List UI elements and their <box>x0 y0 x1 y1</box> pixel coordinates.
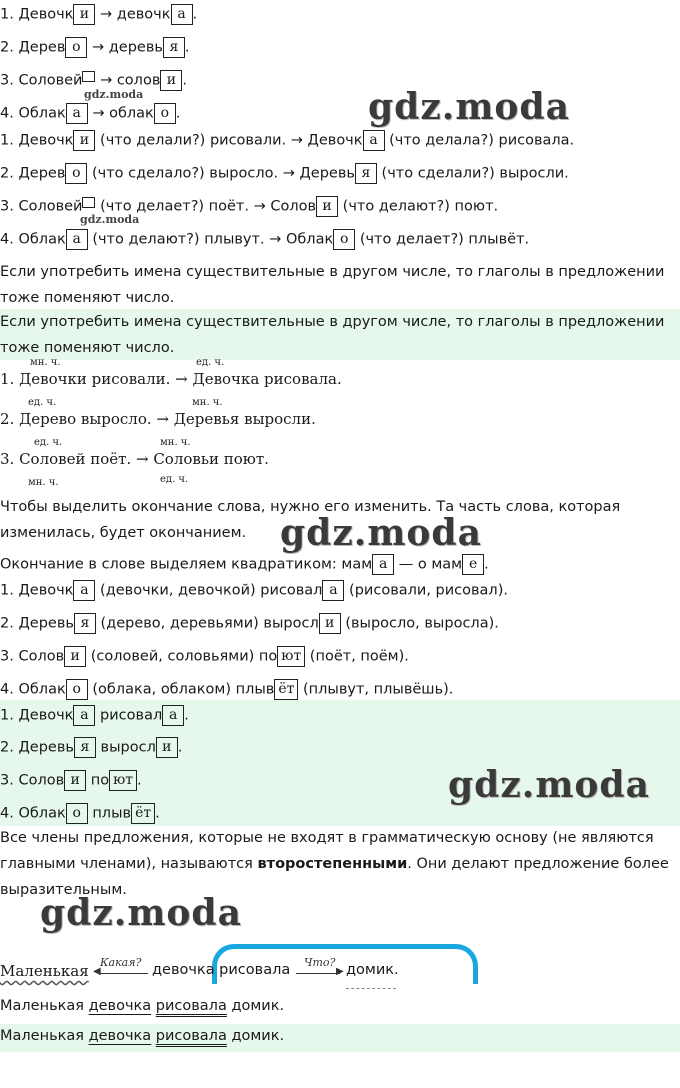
text: . <box>155 805 160 822</box>
text: . <box>484 556 489 573</box>
sentence-line <box>0 1028 284 1044</box>
text: 2. Дерево выросло. <box>0 410 152 428</box>
text: Маленькая <box>0 998 89 1014</box>
ending-box: а <box>363 130 385 151</box>
text: 1. Девочк <box>0 582 74 599</box>
text: (что делала?) рисовала. <box>384 132 575 149</box>
number-label: ед. ч. <box>28 397 57 408</box>
text: 3. Соловей <box>0 198 83 215</box>
text: 1. Девочки рисовали. <box>0 370 171 388</box>
text: (выросло, выросла). <box>340 615 499 632</box>
text: (поёт, поём). <box>305 648 409 665</box>
text: . <box>177 739 183 756</box>
text: . <box>184 707 189 724</box>
text: → облак <box>87 105 154 122</box>
text: → деревь <box>87 39 163 56</box>
ending-box: и <box>319 613 341 634</box>
text: (что сделало?) выросло. → Деревь <box>87 165 355 182</box>
number-label: мн. ч. <box>28 477 59 488</box>
watermark-large: gdz.moda <box>448 764 650 806</box>
subject-word: девочка <box>88 998 152 1014</box>
text: → Девочка рисовала. <box>170 370 342 388</box>
text: 4. Облак <box>0 105 66 122</box>
text: (облака, облаком) плыв <box>87 681 275 698</box>
question-label: Что? <box>304 956 336 969</box>
watermark-large: gdz.moda <box>280 512 482 554</box>
ending-box: я <box>355 163 377 184</box>
ending-box: о <box>65 163 87 184</box>
text: Все члены предложения, которые не входят в грамматическую основу (не являются главными членами), называются <box>0 830 654 872</box>
text: 4. Облак <box>0 805 66 822</box>
text: — о мам <box>394 556 463 573</box>
watermark-small: gdz.moda <box>84 88 144 101</box>
list-item <box>0 370 342 388</box>
text: (девочки, девочкой) рисовал <box>95 582 323 599</box>
sentence-text: девочка рисовала <box>152 962 291 978</box>
list-item <box>0 613 499 634</box>
text: . Они делают предложение более выразительным. <box>0 856 669 898</box>
list-item <box>0 4 197 25</box>
list-item <box>0 37 190 58</box>
question-label: Какая? <box>100 956 142 969</box>
sentence-diagram <box>0 962 89 980</box>
ending-box: о <box>66 679 88 700</box>
text: 2. Дерев <box>0 165 66 182</box>
ending-box: а <box>171 4 193 25</box>
list-item <box>0 737 182 758</box>
ending-box: а <box>66 229 88 250</box>
text: 1. Девочк <box>0 6 74 23</box>
predicate-word: рисовала <box>155 998 227 1014</box>
ending-box: а <box>322 580 344 601</box>
text: . <box>137 772 142 789</box>
text: домик. <box>226 1028 285 1044</box>
text: 3. Соловей <box>0 72 83 89</box>
ending-box: и <box>73 4 95 25</box>
ending-box: ёт <box>274 679 298 700</box>
list-item <box>0 450 269 468</box>
empty-ending-box <box>82 197 95 208</box>
text: рисовал <box>95 707 163 724</box>
ending-box: о <box>154 103 176 124</box>
attribute-word: Маленькая <box>0 962 89 980</box>
text: выросл <box>95 739 156 756</box>
text: 4. Облак <box>0 231 66 248</box>
list-item <box>0 130 574 151</box>
arrow-line <box>98 973 148 974</box>
arrow-left-icon: ◀ <box>93 966 101 977</box>
ending-box: я <box>163 37 185 58</box>
list-item <box>0 679 453 700</box>
list-item <box>0 229 529 250</box>
list-item <box>0 163 569 184</box>
arrow-right-icon: ▶ <box>336 966 344 977</box>
text: . <box>182 72 187 89</box>
rule-paragraph: Если употребить имена существительные в другом числе, то глаголы в предложении тоже поменяют число. <box>0 264 665 306</box>
number-label: ед. ч. <box>196 357 225 368</box>
text: 1. Девочк <box>0 132 74 149</box>
text: → девочк <box>95 6 171 23</box>
text: Окончание в слове выделяем квадратиком: мам <box>0 556 373 573</box>
list-item <box>0 646 409 667</box>
highlight-panel <box>0 309 680 360</box>
text: (дерево, деревьями) выросл <box>95 615 319 632</box>
ending-box: и <box>316 196 338 217</box>
number-label: мн. ч. <box>160 437 191 448</box>
watermark-small: gdz.moda <box>80 213 140 226</box>
ending-box: о <box>333 229 355 250</box>
text: . <box>184 39 190 56</box>
text: (что делают?) плывут. → Облак <box>87 231 334 248</box>
text: Маленькая <box>0 1028 89 1044</box>
text: 2. Дерев <box>0 39 66 56</box>
list-item <box>0 580 508 601</box>
text: (что делают?) поют. <box>338 198 499 215</box>
ending-box: а <box>73 580 95 601</box>
text: (рисовали, рисовал). <box>344 582 508 599</box>
text: → Деревья выросли. <box>151 410 316 428</box>
sentence-text: домик. <box>346 962 399 978</box>
object-underline <box>346 988 396 989</box>
subject-word: девочка <box>88 1028 152 1044</box>
ending-box: о <box>65 37 87 58</box>
text: → Соловьи поют. <box>131 450 269 468</box>
sentence-line <box>0 998 284 1014</box>
ending-box: а <box>73 705 95 726</box>
text: (что делали?) рисовали. → Девочк <box>95 132 363 149</box>
bold-term: второстепенными <box>257 856 408 872</box>
text: 2. Деревь <box>0 739 74 756</box>
list-item <box>0 103 180 124</box>
ending-box: и <box>160 70 182 91</box>
watermark-large: gdz.moda <box>40 892 242 934</box>
ending-box: ют <box>109 770 137 791</box>
text: 4. Облак <box>0 681 66 698</box>
number-label: мн. ч. <box>30 357 61 368</box>
text: 2. Деревь <box>0 615 74 632</box>
list-item <box>0 803 160 824</box>
ending-example <box>0 554 489 575</box>
ending-box: ёт <box>131 803 155 824</box>
text: . <box>175 105 181 122</box>
watermark-large: gdz.moda <box>368 86 570 128</box>
rule-paragraph: Если употребить имена существительные в другом числе, то глаголы в предложении тоже поменяют число. <box>0 314 665 356</box>
number-label: ед. ч. <box>34 437 63 448</box>
text: (что сделали?) выросли. <box>376 165 569 182</box>
ending-box: а <box>372 554 394 575</box>
ending-box: и <box>73 130 95 151</box>
text: (что делает?) поёт. → Солов <box>95 198 317 215</box>
text: 3. Солов <box>0 772 65 789</box>
text: 3. Солов <box>0 648 65 665</box>
text: домик. <box>226 998 285 1014</box>
ending-box: ют <box>277 646 305 667</box>
ending-box: а <box>66 103 88 124</box>
arrow-line <box>296 973 340 974</box>
ending-box: о <box>66 803 88 824</box>
text: (плывут, плывёшь). <box>298 681 454 698</box>
ending-box: и <box>64 646 86 667</box>
number-label: мн. ч. <box>192 397 223 408</box>
ending-box: я <box>74 613 96 634</box>
number-label: ед. ч. <box>160 474 189 485</box>
rule-paragraph: Чтобы выделить окончание слова, нужно его изменить. Та часть слова, которая изменилась, будет окончанием. <box>0 499 621 541</box>
list-item <box>0 770 142 791</box>
text: плыв <box>87 805 132 822</box>
text: → солов <box>95 72 161 89</box>
empty-ending-box <box>82 71 95 82</box>
text: по <box>86 772 110 789</box>
ending-box: я <box>74 737 96 758</box>
list-item <box>0 410 316 428</box>
text: . <box>192 6 198 23</box>
ending-box: и <box>64 770 86 791</box>
highlight-panel <box>0 1024 680 1052</box>
text: 3. Соловей поёт. <box>0 450 132 468</box>
text: 1. Девочк <box>0 707 74 724</box>
predicate-word: рисовала <box>155 1028 227 1044</box>
text: (соловей, соловьями) по <box>86 648 278 665</box>
list-item <box>0 196 498 217</box>
ending-box: е <box>462 554 484 575</box>
ending-box: и <box>156 737 178 758</box>
list-item <box>0 705 189 726</box>
text: (что делает?) плывёт. <box>355 231 530 248</box>
ending-box: а <box>162 705 184 726</box>
